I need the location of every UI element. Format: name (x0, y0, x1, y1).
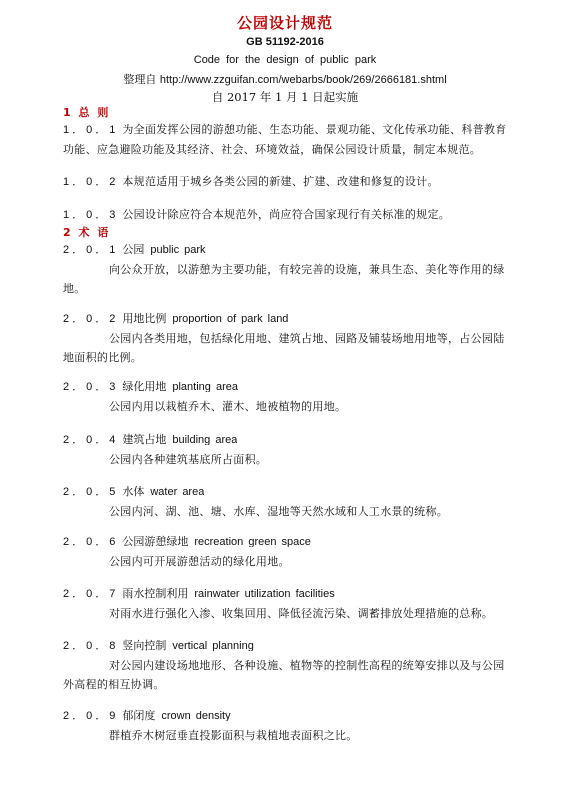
term-zh: 用地比例 (122, 312, 167, 325)
term-zh: 竖向控制 (122, 639, 167, 652)
clause-text: 本规范适用于城乡各类公园的新建、扩建、改建和修复的设计。 (122, 175, 439, 188)
term-number: 2．0．2 (63, 313, 119, 325)
english-title: Code for the design of public park (193, 54, 377, 66)
section-heading-general: 1 总 则 (63, 106, 111, 119)
term-number: 2．0．3 (63, 381, 119, 393)
term-zh: 公园游憩绿地 (122, 535, 189, 548)
term-number: 2．0．6 (63, 536, 119, 548)
term-definition: 公园内可开展游憩活动的绿化用地。 (109, 555, 290, 568)
term-definition: 群植乔木树冠垂直投影面积与栽植地表面积之比。 (109, 729, 358, 742)
term-en: building area (172, 434, 238, 445)
term-zh: 公园 (122, 243, 145, 256)
clause-text: 公园设计除应符合本规范外，尚应符合国家现行有关标准的规定。 (122, 208, 451, 221)
term-definition: 公园内各种建筑基底所占面积。 (109, 453, 268, 466)
term-2-0-8 (63, 636, 513, 694)
standard-number: GB 51192-2016 (246, 36, 324, 48)
term-number: 2．0．9 (63, 710, 119, 722)
clause-1-0-3 (63, 205, 513, 225)
effective-date: 自 2017 年 1 月 1 日起实施 (211, 90, 359, 104)
term-number: 2．0．7 (63, 588, 119, 600)
term-number: 2．0．4 (63, 434, 119, 446)
term-2-0-3 (63, 377, 513, 416)
term-zh: 绿化用地 (122, 380, 167, 393)
term-2-0-6 (63, 532, 513, 571)
term-2-0-4 (63, 430, 513, 469)
term-zh: 水体 (122, 485, 145, 498)
term-en: rainwater utilization facilities (194, 588, 335, 599)
term-en: public park (150, 244, 206, 255)
term-definition: 公园内河、湖、池、塘、水库、湿地等天然水域和人工水景的统称。 (109, 505, 448, 518)
clause-number: 1．0．1 (63, 124, 119, 136)
term-2-0-7 (63, 584, 513, 623)
source-url: http://www.zzguifan.com/webarbs/book/269/2666181.shtml (159, 74, 447, 86)
term-zh: 雨水控制利用 (122, 587, 189, 600)
term-2-0-2 (63, 309, 513, 367)
clause-1-0-1 (63, 120, 513, 159)
term-definition: 公园内用以栽植乔木、灌木、地被植物的用地。 (109, 400, 347, 413)
source-prefix: 整理自 (123, 73, 160, 86)
clause-number: 1．0．2 (63, 176, 119, 188)
source-line (0, 71, 570, 87)
term-en: crown density (161, 710, 231, 721)
term-definition: 公园内各类用地，包括绿化用地、建筑占地、园路及铺装场地用地等，占公园陆地面积的比例。 (63, 332, 505, 364)
clause-1-0-2 (63, 172, 513, 192)
term-en: recreation green space (194, 536, 311, 547)
term-en: planting area (172, 381, 238, 392)
term-definition: 对雨水进行强化入渗、收集回用、降低径流污染、调蓄排放处理措施的总称。 (109, 607, 494, 620)
clause-number: 1．0．3 (63, 209, 119, 221)
term-en: proportion of park land (172, 313, 289, 324)
term-en: vertical planning (172, 640, 254, 651)
term-2-0-9 (63, 706, 513, 745)
term-zh: 建筑占地 (122, 433, 167, 446)
term-number: 2．0．8 (63, 640, 119, 652)
document-title: 公园设计规范 (236, 14, 333, 32)
term-number: 2．0．1 (63, 244, 119, 256)
term-number: 2．0．5 (63, 486, 119, 498)
term-en: water area (150, 486, 205, 497)
clause-text: 为全面发挥公园的游憩功能、生态功能、景观功能、文化传承功能、科普教育功能、应急避险功能及其经济、社会、环境效益，确保公园设计质量，制定本规范。 (63, 123, 507, 156)
term-2-0-1 (63, 240, 513, 298)
term-definition: 对公园内建设场地地形、各种设施、植物等的控制性高程的统筹安排以及与公园外高程的相互协调。 (63, 659, 505, 691)
term-definition: 向公众开放，以游憩为主要功能，有较完善的设施，兼具生态、美化等作用的绿地。 (63, 263, 505, 295)
term-zh: 郁闭度 (122, 709, 156, 722)
term-2-0-5 (63, 482, 513, 521)
section-heading-terms: 2 术 语 (63, 226, 111, 239)
